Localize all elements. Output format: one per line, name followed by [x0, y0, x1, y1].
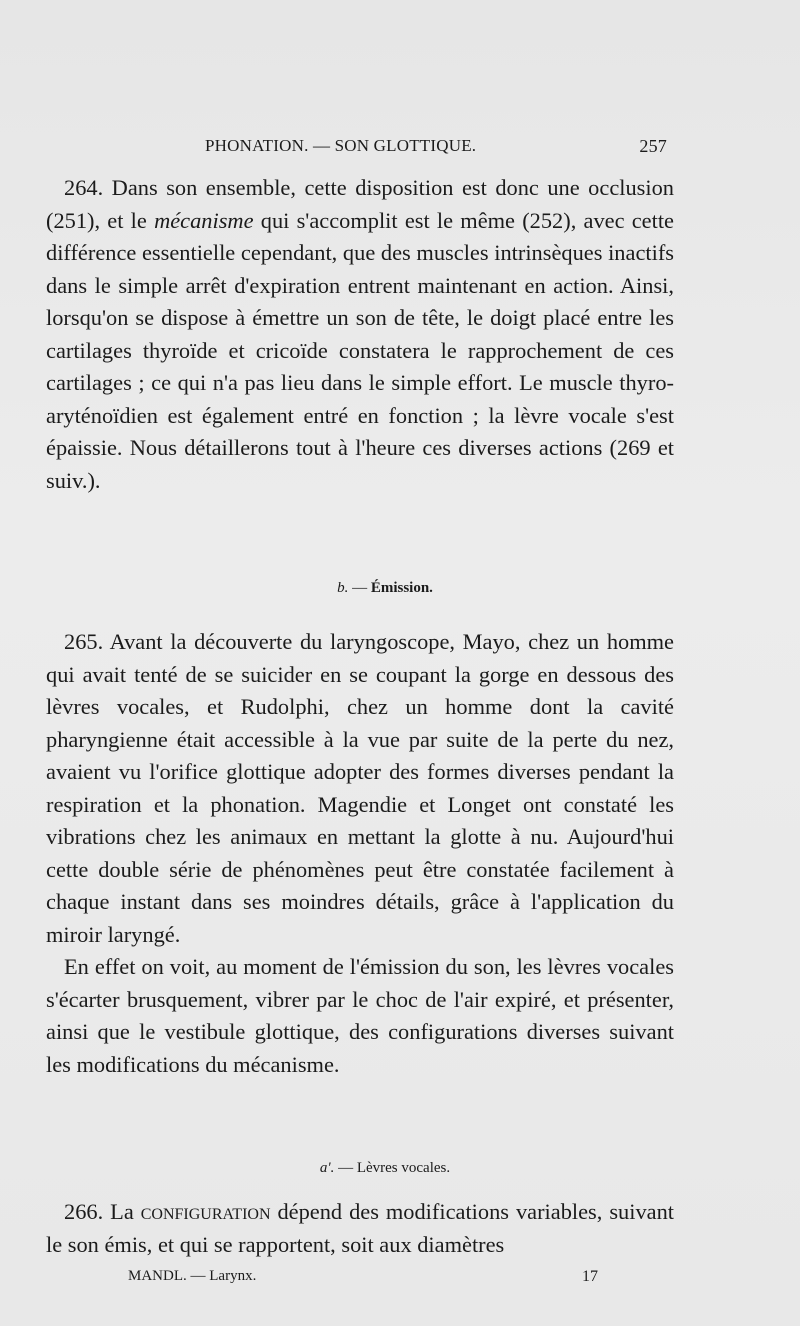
small-caps-term: configuration	[140, 1199, 271, 1224]
sheet-number: 17	[582, 1268, 598, 1285]
text-block-2	[46, 626, 674, 1081]
paragraph-text: Avant la découverte du laryngoscope, Mayo, chez un homme qui avait tenté de se suicider en se coupant la gorge en dessous des lèvres vocales, et Rudolphi, chez un homme dont la cavité pharyngienne était accessible à la vue par suite de la perte du nez, avaient vu l'orifice glottique adopter des formes diverses pendant la respiration et la phonation. Magendie et Longet ont constaté les vibrations chez les animaux en mettant la glotte à nu. Aujourd'hui cette double série de phénomènes peut être constatée facilement à chaque instant dans ses moindres détails, grâce à l'application du miroir laryngé.	[46, 629, 674, 947]
paragraph-text: qui s'accomplit est le même (252), avec cette différence essentielle cependant, que des muscles intrinsèques inactifs dans le simple arrêt d'expiration entrent maintenant en action. Ainsi, lorsqu'on se dispose à émettre un son de tête, le doigt placé entre les cartilages thyroïde et cricoïde constatera le rapprochement de ces cartilages ; ce qui n'a pas lieu dans le simple effort. Le muscle thyro-aryténoïdien est également entré en fonction ; la lèvre vocale s'est épaissie. Nous détaillerons tout à l'heure ces diverses actions (269 et suiv.).	[46, 207, 674, 493]
subheading-dash: —	[348, 580, 371, 596]
subheading-label: b.	[337, 580, 349, 596]
paragraph-text: dépend des modifications variables, suivant le son émis, et qui se rapportent, soit aux diamètres	[46, 1199, 674, 1257]
page-number: 257	[639, 136, 667, 156]
running-title: PHONATION. — SON GLOTTIQUE.	[205, 136, 477, 155]
subheading-title: Émission.	[370, 580, 433, 596]
paragraph-265	[46, 626, 674, 951]
subheading-dash: —	[334, 1160, 357, 1176]
text-block-1	[46, 172, 674, 497]
emphasis-term: mécanisme	[154, 207, 254, 233]
paragraph-text: Dans son ensemble, cette disposition est donc une occlusion (251), et le	[46, 175, 674, 233]
subheading-levres-vocales	[0, 1160, 785, 1177]
paragraph-number: 265.	[64, 629, 104, 654]
paragraph-264	[46, 172, 674, 497]
paragraph-number: 266.	[64, 1199, 104, 1224]
subheading-title: Lèvres vocales.	[356, 1160, 451, 1176]
paragraph-266	[46, 1196, 674, 1261]
paragraph-text: La	[103, 1199, 141, 1224]
subheading-emission	[0, 580, 785, 597]
subheading-label: a'.	[319, 1160, 335, 1176]
text-block-3	[46, 1196, 674, 1261]
signature-label: MANDL. — Larynx.	[128, 1268, 257, 1284]
paragraph-265-continued	[46, 951, 674, 1081]
paragraph-number: 264.	[64, 175, 104, 200]
paragraph-text: En effet on voit, au moment de l'émission du son, les lèvres vocales s'écarter brusquement, vibrer par le choc de l'air expiré, et présenter, ainsi que le vestibule glottique, des configurations diverses suivant les modifications du mécanisme.	[46, 954, 674, 1077]
